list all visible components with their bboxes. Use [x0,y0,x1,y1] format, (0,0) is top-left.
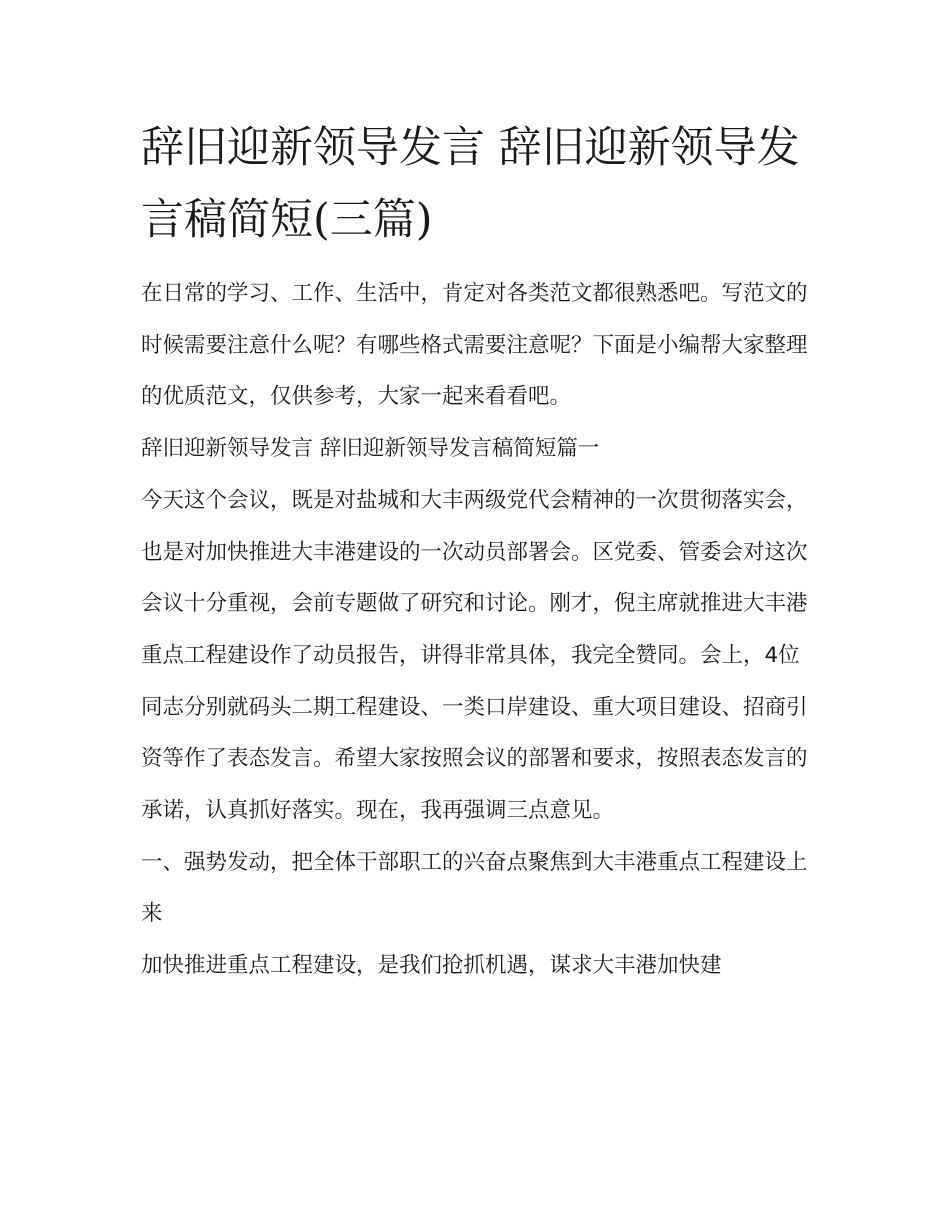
document-title: 辞旧迎新领导发言 辞旧迎新领导发言稿简短(三篇) [141,123,800,245]
document-content [141,112,813,992]
document-body [141,268,813,992]
speech-paragraph-1: 今天这个会议，既是对盐城和大丰两级党代会精神的一次贯彻落实会，也是对加快推进大丰港建设的一次动员部署会。区党委、管委会对这次会议十分重视，会前专题做了研究和讨论。刚才，倪主席就推进大丰港重点工程建设作了动员报告，讲得非常具体，我完全赞同。会上，4位同志分别就码头二期工程建设、一类口岸建设、重大项目建设、招商引资等作了表态发言。希望大家按照会议的部署和要求，按照表态发言的承诺，认真抓好落实。现在，我再强调三点意见。 [141,487,808,824]
speech-paragraph-2: 加快推进重点工程建设，是我们抢抓机遇，谋求大丰港加快建 [141,953,722,979]
section-heading-1: 辞旧迎新领导发言 辞旧迎新领导发言稿简短篇一 [141,436,600,462]
point-heading-1: 一、强势发动，把全体干部职工的兴奋点聚焦到大丰港重点工程建设上来 [141,849,808,927]
intro-paragraph: 在日常的学习、工作、生活中，肯定对各类范文都很熟悉吧。写范文的时候需要注意什么呢？有哪些格式需要注意呢？下面是小编帮大家整理的优质范文，仅供参考，大家一起来看看吧。 [141,281,808,410]
